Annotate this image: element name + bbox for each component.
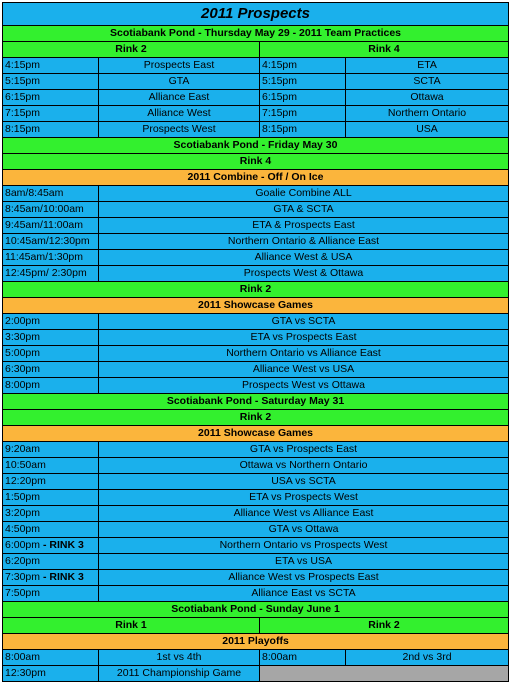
game-cell: 1st vs 4th (99, 650, 260, 666)
time-text: 4:50pm (5, 523, 41, 535)
time-text: 9:20am (5, 443, 41, 455)
time-cell: 6:30pm (3, 362, 99, 378)
table-row (3, 330, 509, 346)
time-cell: 5:00pm (3, 346, 99, 362)
table-row (3, 650, 509, 666)
team-cell: Alliance West (99, 106, 260, 122)
time-cell: 8am/8:45am (3, 186, 99, 202)
event-cell: GTA vs SCTA (99, 314, 509, 330)
time-cell: 8:00am (260, 650, 346, 666)
time-cell: 5:15pm (3, 74, 99, 90)
time-cell: 12:30pm (3, 666, 99, 682)
game-cell: 2011 Championship Game (99, 666, 260, 682)
event-cell: ETA vs Prospects East (99, 330, 509, 346)
rink-header-left: Rink 1 (3, 618, 260, 634)
time-text: 6:20pm (5, 555, 41, 567)
game-cell: 2nd vs 3rd (346, 650, 509, 666)
time-cell: 7:15pm (3, 106, 99, 122)
table-row (3, 442, 509, 458)
rink-header: Rink 2 (3, 410, 509, 426)
time-cell: 6:15pm (260, 90, 346, 106)
time-cell (3, 474, 99, 490)
table-row (3, 378, 509, 394)
time-cell: 8:00pm (3, 378, 99, 394)
table-row (3, 234, 509, 250)
table-row (3, 362, 509, 378)
rink-note: - RINK 3 (40, 571, 84, 583)
rink-header-row (3, 42, 509, 58)
event-cell: Ottawa vs Northern Ontario (99, 458, 509, 474)
time-cell: 5:15pm (260, 74, 346, 90)
showcase-header: 2011 Showcase Games (3, 298, 509, 314)
table-row (3, 474, 509, 490)
table-row (3, 202, 509, 218)
time-cell (3, 442, 99, 458)
table-row (3, 90, 509, 106)
schedule-table (2, 2, 509, 682)
day-header-thursday: Scotiabank Pond - Thursday May 29 - 2011 Team Practices (3, 26, 509, 42)
rink-header: Rink 4 (3, 154, 509, 170)
event-cell: Alliance West vs Prospects East (99, 570, 509, 586)
rink-header-right: Rink 2 (260, 618, 509, 634)
time-cell: 2:00pm (3, 314, 99, 330)
rink-header-row (3, 618, 509, 634)
table-row (3, 74, 509, 90)
playoffs-header: 2011 Playoffs (3, 634, 509, 650)
event-cell: GTA vs Ottawa (99, 522, 509, 538)
time-text: 1:50pm (5, 491, 41, 503)
team-cell: Alliance East (99, 90, 260, 106)
combine-header: 2011 Combine - Off / On Ice (3, 170, 509, 186)
time-cell: 4:15pm (3, 58, 99, 74)
section-header-row (3, 634, 509, 650)
event-cell: ETA & Prospects East (99, 218, 509, 234)
table-row (3, 58, 509, 74)
event-cell: Alliance East vs SCTA (99, 586, 509, 602)
event-cell: Northern Ontario vs Prospects West (99, 538, 509, 554)
time-cell: 8:15pm (3, 122, 99, 138)
time-text: 7:30pm (5, 571, 41, 583)
table-row (3, 554, 509, 570)
table-row (3, 106, 509, 122)
event-cell: Prospects West vs Ottawa (99, 378, 509, 394)
table-row (3, 266, 509, 282)
team-cell: Ottawa (346, 90, 509, 106)
time-cell: 9:45am/11:00am (3, 218, 99, 234)
day-header-row (3, 26, 509, 42)
time-cell (3, 458, 99, 474)
table-row (3, 666, 509, 682)
time-cell (3, 506, 99, 522)
team-cell: ETA (346, 58, 509, 74)
event-cell: ETA vs USA (99, 554, 509, 570)
table-row (3, 218, 509, 234)
team-cell: GTA (99, 74, 260, 90)
table-row (3, 586, 509, 602)
event-cell: USA vs SCTA (99, 474, 509, 490)
event-cell: Prospects West & Ottawa (99, 266, 509, 282)
time-cell: 8:15pm (260, 122, 346, 138)
event-cell: Northern Ontario & Alliance East (99, 234, 509, 250)
team-cell: Prospects East (99, 58, 260, 74)
table-row (3, 458, 509, 474)
time-cell (3, 538, 99, 554)
section-header-row (3, 426, 509, 442)
page-title: 2011 Prospects (3, 3, 509, 26)
time-cell: 8:00am (3, 650, 99, 666)
day-header-row (3, 602, 509, 618)
time-text: 12:20pm (5, 475, 46, 487)
rink-header-left: Rink 2 (3, 42, 260, 58)
showcase-header: 2011 Showcase Games (3, 426, 509, 442)
time-text: 10:50am (5, 459, 46, 471)
rink-header: Rink 2 (3, 282, 509, 298)
rink-note: - RINK 3 (40, 539, 84, 551)
time-cell: 3:30pm (3, 330, 99, 346)
table-row (3, 490, 509, 506)
team-cell: Prospects West (99, 122, 260, 138)
event-cell: ETA vs Prospects West (99, 490, 509, 506)
time-cell (3, 570, 99, 586)
team-cell: USA (346, 122, 509, 138)
time-cell (3, 522, 99, 538)
title-row (3, 3, 509, 26)
rink-header-row (3, 154, 509, 170)
event-cell: Alliance West vs USA (99, 362, 509, 378)
time-cell: 4:15pm (260, 58, 346, 74)
event-cell: Northern Ontario vs Alliance East (99, 346, 509, 362)
event-cell: Alliance West vs Alliance East (99, 506, 509, 522)
time-cell: 7:15pm (260, 106, 346, 122)
empty-cell (260, 666, 509, 682)
time-text: 6:00pm (5, 539, 41, 551)
table-row (3, 186, 509, 202)
table-row (3, 122, 509, 138)
event-cell: GTA vs Prospects East (99, 442, 509, 458)
time-cell (3, 490, 99, 506)
time-cell: 12:45pm/ 2:30pm (3, 266, 99, 282)
time-cell (3, 554, 99, 570)
time-cell: 10:45am/12:30pm (3, 234, 99, 250)
day-header-row (3, 138, 509, 154)
table-row (3, 538, 509, 554)
table-row (3, 522, 509, 538)
event-cell: Alliance West & USA (99, 250, 509, 266)
event-cell: GTA & SCTA (99, 202, 509, 218)
table-row (3, 570, 509, 586)
team-cell: Northern Ontario (346, 106, 509, 122)
rink-header-row (3, 410, 509, 426)
rink-header-row (3, 282, 509, 298)
time-cell: 8:45am/10:00am (3, 202, 99, 218)
time-cell (3, 586, 99, 602)
table-row (3, 250, 509, 266)
time-text: 7:50pm (5, 587, 41, 599)
event-cell: Goalie Combine ALL (99, 186, 509, 202)
team-cell: SCTA (346, 74, 509, 90)
day-header-friday: Scotiabank Pond - Friday May 30 (3, 138, 509, 154)
day-header-sunday: Scotiabank Pond - Sunday June 1 (3, 602, 509, 618)
section-header-row (3, 170, 509, 186)
time-cell: 11:45am/1:30pm (3, 250, 99, 266)
section-header-row (3, 298, 509, 314)
time-text: 3:20pm (5, 507, 41, 519)
table-row (3, 346, 509, 362)
day-header-saturday: Scotiabank Pond - Saturday May 31 (3, 394, 509, 410)
time-cell: 6:15pm (3, 90, 99, 106)
day-header-row (3, 394, 509, 410)
table-row (3, 506, 509, 522)
rink-header-right: Rink 4 (260, 42, 509, 58)
table-row (3, 314, 509, 330)
